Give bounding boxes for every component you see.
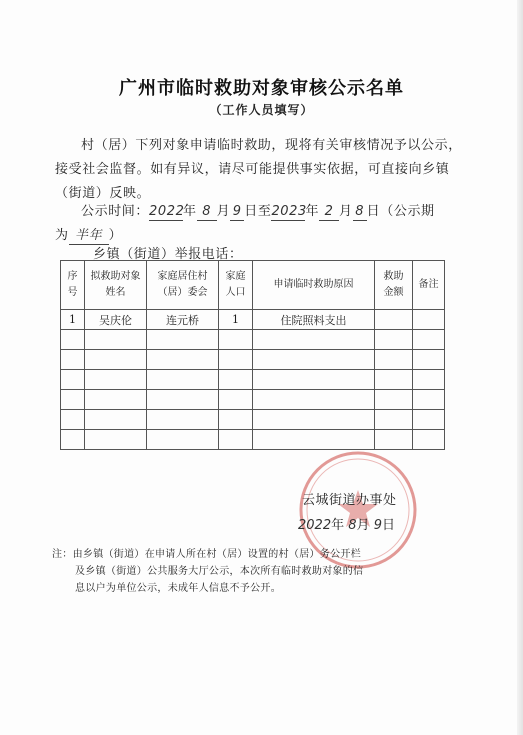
table-cell	[375, 350, 413, 370]
table-cell	[85, 350, 147, 370]
column-header-line: 申请临时救助原因	[273, 279, 354, 290]
table-cell	[85, 410, 147, 430]
month-char: 月	[216, 204, 231, 219]
period-value: 半年	[69, 228, 109, 245]
footnote-line-2: 及乡镇（街道）公共服务大厅公示，本次所有临时救助对象的信	[75, 566, 364, 577]
table-cell	[61, 430, 85, 450]
intro-paragraph: 村（居）下列对象申请临时救助，现将有关审核情况予以公示，接受社会监督。如有异议，请尽可能提供事实依据，可直接向乡镇（街道）反映。	[55, 138, 462, 201]
column-header	[61, 261, 85, 310]
notice-prefix: 公示时间：	[81, 204, 150, 219]
column-header-line: （居）委会	[157, 287, 208, 298]
notice-period	[55, 200, 485, 248]
table-cell	[219, 410, 253, 430]
table-cell	[147, 370, 219, 390]
period-suffix: ）	[108, 228, 123, 243]
table-cell	[253, 390, 375, 410]
end-year: 2023	[271, 204, 307, 219]
table-row	[61, 410, 445, 430]
table-cell	[413, 430, 445, 450]
table-cell	[219, 330, 253, 350]
table-cell	[147, 390, 219, 410]
table-cell	[253, 430, 375, 450]
footnote	[52, 546, 472, 597]
table-cell: 1	[219, 310, 253, 330]
end-month: 2	[319, 204, 339, 221]
table-cell	[61, 350, 85, 370]
column-header	[147, 261, 219, 310]
page-subtitle: （工作人员填写）	[209, 103, 314, 117]
column-header-line: 家庭	[225, 271, 246, 282]
column-header-line: 人口	[225, 287, 246, 298]
column-header-line: 家庭居住村	[157, 271, 208, 282]
table-cell	[85, 390, 147, 410]
column-header	[375, 261, 413, 310]
end-day: 8	[353, 204, 367, 221]
column-header-line: 号	[67, 287, 78, 298]
table-cell	[61, 390, 85, 410]
table-cell	[219, 430, 253, 450]
day-to: 日至	[244, 204, 272, 219]
table-cell: 连元桥	[147, 310, 219, 330]
column-header	[413, 261, 445, 310]
table-cell	[219, 370, 253, 390]
footnote-line-1: 注：由乡镇（街道）在申请人所在村（居）设置的村（居）务公开栏	[52, 549, 361, 560]
table-cell	[85, 330, 147, 350]
year-char-2: 年	[305, 204, 320, 219]
table-cell	[85, 430, 147, 450]
year-char: 年	[183, 204, 197, 219]
sign-day: 9	[373, 518, 382, 533]
table-cell	[85, 370, 147, 390]
table-cell	[253, 410, 375, 430]
column-header-line: 救助	[383, 271, 404, 282]
notice-suffix: 日（公示期	[366, 204, 435, 219]
table-cell	[413, 350, 445, 370]
table-cell	[413, 410, 445, 430]
table-row	[61, 430, 445, 450]
column-header-line: 序	[67, 271, 78, 282]
table-cell	[375, 330, 413, 350]
column-header	[219, 261, 253, 310]
table-cell	[253, 330, 375, 350]
table-header-row	[61, 261, 445, 310]
sign-year-char: 年	[331, 518, 345, 533]
table-cell	[413, 310, 445, 330]
table-cell: 吴庆伦	[85, 310, 147, 330]
column-header-line: 姓名	[105, 287, 126, 298]
start-month: 8	[197, 204, 217, 221]
table-cell	[375, 410, 413, 430]
sign-year: 2022	[298, 518, 332, 533]
column-header-line: 备注	[418, 279, 439, 290]
table-cell	[147, 430, 219, 450]
table-row	[61, 310, 445, 330]
table-cell	[253, 370, 375, 390]
table-cell	[219, 390, 253, 410]
table-cell	[61, 410, 85, 430]
signature-office: 云城街道办事处	[302, 493, 397, 508]
signature-date	[298, 514, 395, 533]
table-cell	[253, 350, 375, 370]
table-cell	[61, 330, 85, 350]
table-cell	[219, 350, 253, 370]
table-cell: 住院照料支出	[253, 310, 375, 330]
period-prefix: 为	[55, 228, 69, 243]
month-char-2: 月	[339, 204, 353, 219]
table-cell	[413, 370, 445, 390]
column-header-line: 拟救助对象	[90, 271, 141, 282]
table-cell	[375, 310, 413, 330]
table-cell: 1	[61, 310, 85, 330]
table-cell	[147, 330, 219, 350]
sign-day-char: 日	[381, 518, 395, 533]
table-cell	[413, 390, 445, 410]
column-header	[253, 261, 375, 310]
start-day: 9	[230, 204, 244, 221]
page-title: 广州市临时救助对象审核公示名单	[119, 78, 404, 99]
sign-month: 8	[348, 518, 357, 533]
start-year: 2022	[149, 204, 185, 219]
table-cell	[147, 350, 219, 370]
table-body	[61, 310, 445, 450]
table-cell	[375, 370, 413, 390]
table-row	[61, 330, 445, 350]
table-row	[61, 390, 445, 410]
relief-table	[60, 260, 445, 450]
table-cell	[413, 330, 445, 350]
sign-month-char: 月	[356, 518, 370, 533]
report-phone-label: 乡镇（街道）举报电话：	[93, 247, 243, 262]
column-header	[85, 261, 147, 310]
table-cell	[61, 370, 85, 390]
table-cell	[147, 410, 219, 430]
table-cell	[375, 390, 413, 410]
column-header-line: 金额	[383, 287, 404, 298]
table-row	[61, 350, 445, 370]
table-row	[61, 370, 445, 390]
table-cell	[375, 430, 413, 450]
footnote-line-3: 息以户为单位公示，未成年人信息不予公开。	[75, 583, 281, 594]
